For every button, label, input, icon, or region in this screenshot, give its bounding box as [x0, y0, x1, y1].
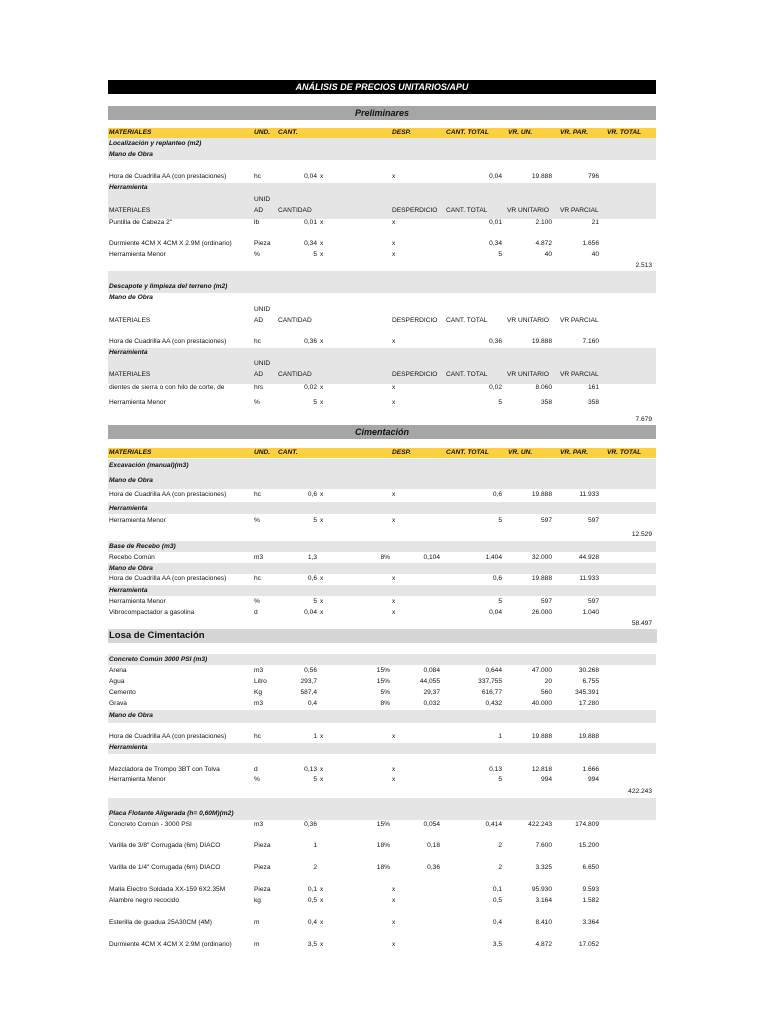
table-cell: Esterilla de guadua 25A30CM (4M)	[109, 919, 212, 926]
table-cell: x	[320, 219, 324, 226]
table-cell: m3	[254, 554, 264, 561]
table-cell: 4.872	[535, 941, 552, 948]
table-cell: 1	[313, 842, 317, 849]
table-cell: 0,054	[423, 821, 440, 828]
table-cell: 40	[544, 251, 552, 258]
table-cell: m	[254, 941, 260, 948]
mano-obra-label: Mano de Obra	[109, 151, 153, 158]
column-header-cell: VR UNITARIO	[507, 317, 550, 324]
herramienta-band	[108, 502, 656, 514]
table-cell: x	[320, 384, 324, 391]
table-cell: x	[392, 517, 396, 524]
table-cell: 15%	[376, 821, 390, 828]
table-cell: Puntilla de Cabeza 2"	[109, 219, 173, 226]
table-cell: x	[392, 491, 396, 498]
table-cell: Hora de Cuadrilla AA (con prestaciones)	[109, 575, 227, 582]
item-title: Concreto Común 3000 PSI (m3)	[109, 656, 208, 663]
table-cell: Hora de Cuadrilla AA (con prestaciones)	[109, 338, 227, 345]
table-cell: 0,04	[304, 173, 317, 180]
table-cell: 0,36	[304, 338, 317, 345]
table-cell: 0,6	[307, 575, 317, 582]
table-cell: d	[254, 609, 258, 616]
table-cell: 3.364	[582, 919, 599, 926]
herramienta-label: Herramienta	[109, 744, 148, 751]
table-cell: Arena	[109, 667, 127, 674]
group-band	[108, 710, 656, 723]
table-cell: 597	[540, 598, 552, 605]
column-header-cell: DESPERDICIO	[392, 371, 438, 378]
table-cell: 161	[587, 384, 599, 391]
column-header-cell: CANTIDAD	[278, 317, 312, 324]
table-cell: hc	[254, 575, 261, 582]
table-cell: 3.325	[535, 864, 552, 871]
table-cell: 1,3	[307, 554, 317, 561]
table-cell: m	[254, 919, 260, 926]
table-cell: 0,4	[307, 919, 317, 926]
table-cell: x	[392, 219, 396, 226]
table-cell: Recebo Común	[109, 554, 155, 561]
table-cell: x	[392, 766, 396, 773]
column-header-cell: CANT. TOTAL	[446, 317, 488, 324]
table-cell: lb	[254, 219, 260, 226]
item-title: Localización y replanteo (m2)	[109, 140, 202, 147]
table-cell: 0,432	[485, 700, 502, 707]
document-title: ANÁLISIS DE PRECIOS UNITARIOS/APU	[108, 80, 656, 94]
table-cell: Pieza	[254, 842, 271, 849]
table-cell: x	[392, 598, 396, 605]
table-cell: 0,36	[427, 864, 440, 871]
table-cell: x	[320, 598, 324, 605]
group-band	[108, 563, 656, 574]
table-cell: x	[392, 173, 396, 180]
table-cell: 0,04	[489, 173, 502, 180]
table-cell: 337,755	[478, 678, 502, 685]
mano-obra-label: Mano de Obra	[109, 294, 153, 301]
column-header-row	[108, 448, 656, 458]
table-cell: x	[320, 897, 324, 904]
table-cell: %	[254, 598, 260, 605]
group-band	[108, 541, 656, 552]
table-cell: 0,644	[485, 667, 502, 674]
column-header-cell: CANTIDAD	[278, 371, 312, 378]
item-total: 2.513	[635, 262, 652, 269]
table-cell: 5	[313, 776, 317, 783]
table-cell: 1,404	[485, 554, 502, 561]
column-header-cell: MATERIALES	[109, 449, 152, 456]
table-cell: 40	[591, 251, 599, 258]
table-cell: x	[392, 338, 396, 345]
table-cell: 0,5	[492, 897, 502, 904]
table-cell: Hora de Cuadrilla AA (con prestaciones)	[109, 733, 227, 740]
table-cell: 5	[498, 598, 502, 605]
table-cell: 293,7	[300, 678, 317, 685]
table-cell: m3	[254, 700, 264, 707]
table-cell: x	[320, 173, 324, 180]
table-cell: 19.888	[578, 733, 599, 740]
table-cell: x	[320, 766, 324, 773]
herramienta-band	[108, 743, 656, 754]
table-cell: 0,6	[307, 491, 317, 498]
table-cell: kg	[254, 897, 261, 904]
table-cell: 8%	[380, 554, 390, 561]
table-cell: Hora de Cuadrilla AA (con prestaciones)	[109, 491, 227, 498]
table-cell: Herramienta Menor	[109, 251, 166, 258]
table-cell: 19.888	[531, 338, 552, 345]
table-cell: 2	[498, 842, 502, 849]
table-cell: hc	[254, 338, 261, 345]
table-cell: 8.060	[535, 384, 552, 391]
table-cell: Hora de Cuadrilla AA (con prestaciones)	[109, 173, 227, 180]
table-cell: x	[320, 517, 324, 524]
table-cell: 560	[540, 689, 552, 696]
table-cell: Mezcladora de Trompo 3BT con Tolva	[109, 766, 220, 773]
table-cell: 422.243	[528, 821, 552, 828]
table-cell: 2	[498, 864, 502, 871]
table-cell: d	[254, 766, 258, 773]
table-cell: x	[320, 733, 324, 740]
hdr-cant-total: CANT. TOTAL	[446, 129, 489, 136]
table-cell: Pieza	[254, 240, 271, 247]
table-cell: dientes de sierra o con hilo de corte, de	[109, 384, 225, 391]
column-header-cell: MATERIALES	[109, 371, 151, 378]
table-cell: 174.809	[575, 821, 599, 828]
table-cell: Concreto Común - 3000 PSI	[109, 821, 192, 828]
table-cell: x	[320, 941, 324, 948]
table-cell: 44.928	[578, 554, 599, 561]
table-cell: 47.000	[531, 667, 552, 674]
table-cell: 7.160	[582, 338, 599, 345]
table-cell: Varilla de 1/4" Corrugada (6m) DIACO	[109, 864, 221, 871]
table-cell: 5	[498, 776, 502, 783]
table-cell: %	[254, 251, 260, 258]
table-cell: 0,4	[492, 919, 502, 926]
table-cell: 30.268	[578, 667, 599, 674]
table-cell: hc	[254, 733, 261, 740]
table-cell: 11.933	[579, 575, 599, 582]
table-cell: 0,02	[304, 384, 317, 391]
table-cell: 0,02	[489, 384, 502, 391]
table-cell: 5	[313, 598, 317, 605]
table-cell: 0,5	[307, 897, 317, 904]
item-title: Placa Flotante Aligerada (h= 0,60M)(m2)	[109, 810, 234, 817]
table-cell: 19.888	[531, 491, 552, 498]
hdr-und: UND.	[254, 129, 271, 136]
mano-obra-label: Mano de Obra	[109, 712, 153, 719]
hdr-vr-un: VR. UN.	[508, 129, 533, 136]
table-cell: x	[392, 776, 396, 783]
item-title: Excavación (manual)(m3)	[109, 462, 189, 469]
table-cell: 26.000	[531, 609, 552, 616]
table-cell: 8%	[380, 700, 390, 707]
item-title: Base de Recebo (m3)	[109, 543, 176, 550]
table-cell: 0,04	[304, 609, 317, 616]
table-cell: 15.200	[578, 842, 599, 849]
table-cell: 597	[587, 598, 599, 605]
column-header-cell: AD	[254, 317, 264, 324]
table-cell: 0,4	[307, 700, 317, 707]
table-cell: 9.593	[582, 886, 599, 893]
herramienta-label: Herramienta	[109, 184, 148, 191]
column-header-cell: VR. UN.	[508, 449, 533, 456]
table-cell: 3,5	[492, 941, 502, 948]
group-band	[108, 459, 656, 489]
table-cell: 1	[313, 733, 317, 740]
column-header-cell: UNID	[254, 196, 271, 203]
table-cell: 0,1	[492, 886, 502, 893]
table-cell: hc	[254, 491, 261, 498]
table-cell: Herramienta Menor	[109, 776, 166, 783]
table-cell: 0,36	[304, 821, 317, 828]
table-cell: x	[392, 886, 396, 893]
table-cell: x	[320, 240, 324, 247]
table-cell: 1.666	[582, 766, 599, 773]
table-cell: 0,34	[489, 240, 502, 247]
mano-obra-label: Mano de Obra	[109, 477, 153, 484]
table-cell: Kg	[254, 689, 263, 696]
column-header-cell: VR. PAR.	[560, 449, 589, 456]
table-cell: 0,18	[427, 842, 440, 849]
column-header-cell: DESPERDICIO	[392, 207, 438, 214]
column-header-cell: VR UNITARIO	[507, 207, 550, 214]
table-cell: hrs	[254, 384, 264, 391]
table-cell: 6.650	[582, 864, 599, 871]
column-header-cell: UNID	[254, 306, 271, 313]
table-cell: x	[320, 886, 324, 893]
table-cell: 5	[498, 251, 502, 258]
herramienta-band	[108, 585, 656, 596]
column-header-cell: VR PARCIAL	[560, 317, 599, 324]
hdr-vr-par: VR. PAR.	[560, 129, 589, 136]
table-cell: Varilla de 3/8" Corrugada (6m) DIACO	[109, 842, 221, 849]
column-header-cell: MATERIALES	[109, 207, 151, 214]
table-cell: Malla Electro Soldada XX-159 6X2.35M	[109, 886, 226, 893]
table-cell: 5	[313, 399, 317, 406]
table-cell: 358	[540, 399, 552, 406]
table-cell: 5	[313, 517, 317, 524]
table-cell: 15%	[376, 667, 390, 674]
table-cell: %	[254, 517, 260, 524]
table-cell: 5	[498, 517, 502, 524]
item-title: Descapote y limpieza del terreno (m2)	[109, 283, 228, 290]
table-cell: Herramienta Menor	[109, 598, 166, 605]
table-cell: Herramienta Menor	[109, 399, 166, 406]
item-total: 12.529	[631, 531, 652, 538]
table-cell: 95.930	[531, 886, 552, 893]
hdr-desp: DESP.	[392, 129, 411, 136]
table-cell: 994	[587, 776, 599, 783]
table-cell: Litro	[254, 678, 267, 685]
table-cell: x	[320, 776, 324, 783]
table-cell: x	[392, 384, 396, 391]
table-cell: 0,032	[423, 700, 440, 707]
table-cell: 5	[313, 251, 317, 258]
item-total: 422.243	[628, 788, 652, 795]
table-cell: Durmiente 4CM X 4CM X 2.9M (ordinario)	[109, 941, 232, 948]
table-cell: x	[392, 609, 396, 616]
table-cell: Agua	[109, 678, 125, 685]
table-cell: 5	[498, 399, 502, 406]
table-cell: 4.872	[535, 240, 552, 247]
table-cell: x	[320, 491, 324, 498]
table-cell: 0,04	[489, 609, 502, 616]
table-cell: 15%	[376, 678, 390, 685]
column-header-cell: VR PARCIAL	[560, 207, 599, 214]
table-cell: Grava	[109, 700, 127, 707]
table-cell: x	[320, 399, 324, 406]
table-cell: x	[320, 575, 324, 582]
hdr-materiales: MATERIALES	[109, 129, 152, 136]
column-header-cell: VR UNITARIO	[507, 371, 550, 378]
column-header-cell: UNID	[254, 360, 271, 367]
column-header-cell: CANT. TOTAL	[446, 449, 489, 456]
table-cell: x	[392, 919, 396, 926]
table-cell: 0,1	[307, 886, 317, 893]
table-cell: 18%	[376, 864, 390, 871]
table-cell: x	[392, 399, 396, 406]
table-cell: 0,6	[492, 491, 502, 498]
table-cell: 19.888	[531, 733, 552, 740]
table-cell: x	[392, 240, 396, 247]
column-header-cell: AD	[254, 207, 264, 214]
table-cell: m3	[254, 821, 264, 828]
table-cell: %	[254, 776, 260, 783]
table-cell: m3	[254, 667, 264, 674]
item-total: 58.497	[631, 620, 652, 627]
table-cell: 0,56	[304, 667, 317, 674]
table-cell: 1.582	[582, 897, 599, 904]
column-header-cell: DESPERDICIO	[392, 317, 438, 324]
table-cell: 32.000	[531, 554, 552, 561]
table-cell: 3,5	[307, 941, 317, 948]
section-losa: Losa de Cimentación	[108, 629, 657, 643]
table-cell: 1.656	[582, 240, 599, 247]
table-cell: Durmiente 4CM X 4CM X 2.9M (ordinario)	[109, 240, 232, 247]
table-cell: 20	[544, 678, 552, 685]
table-cell: 2	[313, 864, 317, 871]
table-cell: x	[320, 338, 324, 345]
table-cell: 597	[540, 517, 552, 524]
herramienta-label: Herramienta	[109, 505, 148, 512]
section-cimentacion: Cimentación	[108, 425, 656, 439]
table-cell: x	[320, 251, 324, 258]
table-cell: 0,36	[489, 338, 502, 345]
table-cell: Alambre negro recocido	[109, 897, 180, 904]
column-header-cell: CANT. TOTAL	[446, 371, 488, 378]
table-cell: 796	[587, 173, 599, 180]
table-cell: Pieza	[254, 886, 271, 893]
table-cell: 11.933	[579, 491, 599, 498]
column-header-cell: VR. TOTAL	[607, 449, 642, 456]
table-cell: 17.280	[578, 700, 599, 707]
section-preliminares: Preliminares	[108, 106, 656, 120]
table-cell: 616,77	[481, 689, 502, 696]
table-cell: %	[254, 399, 260, 406]
table-cell: 18%	[376, 842, 390, 849]
table-cell: 358	[587, 399, 599, 406]
table-cell: 345.391	[575, 689, 599, 696]
table-cell: 19.888	[531, 575, 552, 582]
table-cell: 19.888	[531, 173, 552, 180]
table-cell: 21	[591, 219, 599, 226]
table-cell: 0,414	[485, 821, 502, 828]
table-cell: x	[392, 251, 396, 258]
hdr-cant: CANT.	[278, 129, 298, 136]
table-cell: 0,13	[489, 766, 502, 773]
table-cell: 6.755	[582, 678, 599, 685]
table-cell: 44,055	[419, 678, 440, 685]
table-cell: 587,4	[300, 689, 317, 696]
table-cell: x	[392, 941, 396, 948]
table-cell: 12.818	[531, 766, 552, 773]
table-cell: 0,01	[304, 219, 317, 226]
table-cell: 1.040	[582, 609, 599, 616]
table-cell: 3.164	[535, 897, 552, 904]
table-cell: 0,01	[489, 219, 502, 226]
table-cell: x	[320, 919, 324, 926]
table-cell: 5%	[380, 689, 390, 696]
table-cell: 597	[587, 517, 599, 524]
column-header-cell: UND.	[254, 449, 271, 456]
table-cell: 2.100	[535, 219, 552, 226]
table-cell: 0,6	[492, 575, 502, 582]
table-cell: 0,084	[423, 667, 440, 674]
column-header-cell: CANT. TOTAL	[446, 207, 488, 214]
column-header-cell: MATERIALES	[109, 317, 151, 324]
table-cell: x	[392, 897, 396, 904]
table-cell: 0,34	[304, 240, 317, 247]
herramienta-label: Herramienta	[109, 587, 148, 594]
hdr-vr-total: VR. TOTAL	[607, 129, 642, 136]
table-cell: 0,104	[423, 554, 440, 561]
table-cell: x	[392, 733, 396, 740]
table-cell: 7.600	[535, 842, 552, 849]
table-cell: 40.000	[531, 700, 552, 707]
table-cell: 0,13	[304, 766, 317, 773]
mano-obra-label: Mano de Obra	[109, 565, 153, 572]
table-cell: 17.052	[578, 941, 599, 948]
column-header-row	[108, 128, 656, 138]
table-cell: Herramienta Menor	[109, 517, 166, 524]
table-cell: 8.410	[535, 919, 552, 926]
herramienta-label: Herramienta	[109, 349, 148, 356]
column-header-cell: VR PARCIAL	[560, 371, 599, 378]
column-header-cell: CANTIDAD	[278, 207, 312, 214]
column-header-cell: DESP.	[392, 449, 411, 456]
table-cell: 29,37	[423, 689, 440, 696]
table-cell: x	[320, 609, 324, 616]
table-cell: 1	[498, 733, 502, 740]
table-cell: Vibrocompactador a gasolina	[109, 609, 195, 616]
column-header-cell: AD	[254, 371, 264, 378]
table-cell: 994	[540, 776, 552, 783]
table-cell: x	[392, 575, 396, 582]
column-header-cell: CANT.	[278, 449, 298, 456]
table-cell: Pieza	[254, 864, 271, 871]
table-cell: hc	[254, 173, 261, 180]
item-total: 7.679	[635, 416, 652, 423]
table-cell: Cemento	[109, 689, 136, 696]
